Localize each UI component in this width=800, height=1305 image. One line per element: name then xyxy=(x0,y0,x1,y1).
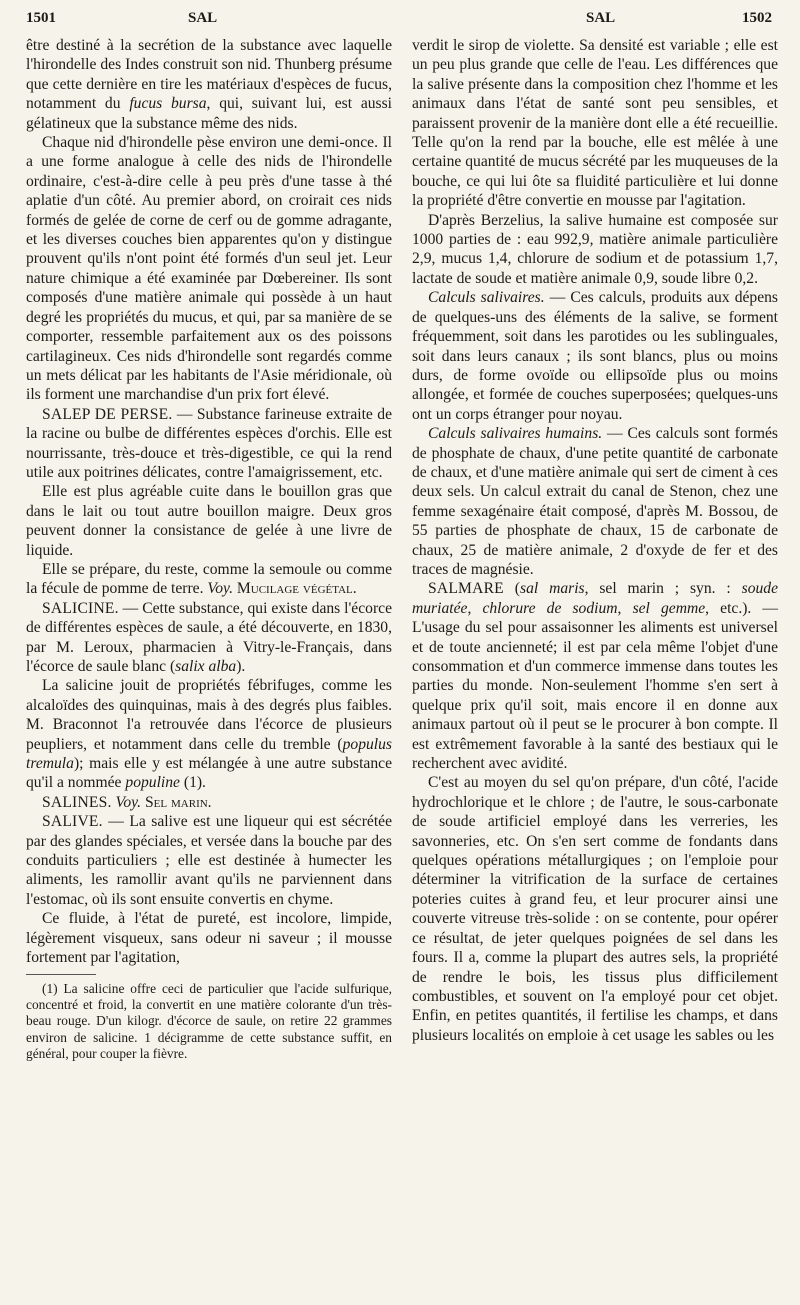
entry-salicine xyxy=(26,599,392,677)
entry-salep xyxy=(26,405,392,483)
text: être destiné à la secrétion de la substance avec laquelle l'hirondelle des Indes construit son nid. Thunberg présume que cette dernière en tire les matériaux d'espèces de fucus, notamment du xyxy=(26,37,392,113)
text: , xyxy=(617,599,622,617)
paragraph: Elle est plus agréable cuite dans le bouillon gras que dans le lait ou tout autre bouillon maigre. Deux gros peuvent donner la consistance de gelée à une livre de liquide. xyxy=(26,483,392,559)
entry-headword: SALEP DE PERSE. xyxy=(42,405,173,423)
text: ); mais elle y est mélangée à une autre substance qu'il a nommée xyxy=(26,755,392,792)
page-number-left: 1501 xyxy=(26,10,56,26)
text: , etc.). — L'usage du sel pour assaisonner les aliments est universel et de toute ancienneté; il est par cela même l'objet d'une consommation et d'un commerce immense dans toutes les parties du monde. Non-seulement l'homme s'en sert à quelque prix qu'il soit, mais encore il en donne aux animaux partout où il peut se le procurer à bon compte. Il est extrêmement favorable à la santé des bestiaux qui le recherchent avec avidité. xyxy=(412,599,779,773)
header-word-right: SAL xyxy=(586,10,616,26)
text: (1). xyxy=(183,774,206,792)
text: ( xyxy=(514,580,520,598)
text: , sel marin ; syn. : xyxy=(584,580,731,598)
paragraph xyxy=(26,560,392,599)
text: , qui, suivant lui, est aussi gélatineux que la substance même des nids. xyxy=(26,95,393,132)
running-header xyxy=(0,10,800,34)
paragraph: D'après Berzelius, la salive humaine est composée sur 1000 parties de : eau 992,9, matière animale particulière 2,9, mucus 1,4, chlorure de sodium et de potassium 1,7, lactate de soude et matière animale 0,9, soude libre 0,2. xyxy=(412,211,778,287)
footnote: (1) La salicine offre ceci de particulier que l'acide sulfurique, concentré et froid, la convertit en une matière colorante d'un très-beau rouge. D'un kilogr. d'écorce de saule, on retire 22 grammes environ de salicine. 1 décigramme de cette substance suffit, en général, pour couper la fièvre. xyxy=(26,980,392,1062)
right-column xyxy=(412,36,778,1045)
text: — Cette substance, qui existe dans l'écorce de différentes espèces de saule, a été découverte, en 1830, par M. Leroux, pharmacien à Vitry-le-Français, dans l'écorce de saule blanc ( xyxy=(26,599,392,675)
text: — Substance farineuse extraite de la racine ou bulbe de différentes espèces d'orchis. Elle est nourrissante, très-douce et très-digestible, ce qui la rend utile aux poitrines délicates, contre l'amaigrissement, etc. xyxy=(26,405,393,481)
text: Elle se prépare, du reste, comme la semoule ou comme la fécule de pomme de terre. xyxy=(26,560,392,598)
footnote-rule xyxy=(26,974,96,975)
text: ). xyxy=(236,658,246,675)
left-column xyxy=(26,36,392,1063)
paragraph: Ce fluide, à l'état de pureté, est incolore, limpide, légèrement visqueux, sans odeur ni saveur ; il mousse fortement par l'agitation, xyxy=(26,910,392,967)
italic-text: salix alba xyxy=(175,658,237,675)
paragraph: verdit le sirop de violette. Sa densité est variable ; elle est un peu plus grande que celle de l'eau. Les différences que la salive présente dans la composition chez l'homme et les animaux dans l'état de santé sont peu sensibles, et paraissent provenir de la manière dont elle a été recueillie. Telle qu'on la rend par la bouche, elle est mêlée à une certaine quantité de mucus sécrété par les muqueuses de la bouche, ce qui lui ôte sa fluidité particulière et lui donne la propriété d'être convertie en mousse par l'agitation. xyxy=(412,37,778,210)
italic-text: populus tremula xyxy=(26,735,392,773)
see-also-label: Voy. xyxy=(207,580,233,598)
cross-reference: Sel marin. xyxy=(145,793,212,811)
italic-text: populine xyxy=(125,774,180,792)
entry-salines xyxy=(26,793,392,812)
paragraph: Chaque nid d'hirondelle pèse environ une demi-once. Il a une forme analogue à celle des nids de l'hirondelle ordinaire, c'est-à-dire celle à peu près d'une tasse à thé aplatie d'un côté. Au premier abord, on croirait ces nids formés de gelée de corne de cerf ou de gomme adragante, et les diverses couches bien apparentes qu'on y distingue prouvent qu'ils n'ont point été formés d'un seul jet. Leur nature chimique a été examinée par Dœbereiner. Ils sont composés d'une matière animale qui possède à un haut degré les propriétés du mucus, et qui, par sa manière de se comporter, ressemble parfaitement aux os des poissons cartilagineux. Ces nids d'hirondelle sont regardés comme un mets délicat par les habitants de l'Asie méridionale, où ils forment une marchandise d'un prix fort élevé. xyxy=(26,134,392,404)
entry-salive xyxy=(26,812,392,909)
italic-text: chlorure de sodium xyxy=(482,599,618,617)
entry-headword: SALICINE. xyxy=(42,599,119,617)
see-also-label: Voy. xyxy=(115,793,142,811)
text: — Ces calculs, produits aux dépens de quelques-uns des éléments de la salive, se forment fréquemment, soit dans les parotides ou les sublinguales, soit dans leurs canaux ; ils sont blancs, plus ou moins durs, de forme ovoïde ou ellipsoïde plus ou moins allongée, et formée de couches superposées; quelques-uns ont un corps étranger pour noyau. xyxy=(412,289,778,423)
subentry-heading: Calculs salivaires. xyxy=(428,289,545,307)
entry-salmare xyxy=(412,579,778,773)
subentry-calculs-humains xyxy=(412,424,778,579)
page-number-right: 1502 xyxy=(742,10,772,26)
entry-headword: SALIVE. xyxy=(42,813,103,831)
text: La salicine jouit de propriétés fébrifuges, comme les alcaloïdes des quinquinas, mais à des degrés plus faibles. M. Braconnot l'a retrouvée dans l'écorce de plusieurs peupliers, et notamment dans celle du tremble ( xyxy=(26,677,392,753)
text: — Ces calculs sont formés de phosphate de chaux, d'une petite quantité de carbonate de chaux, et d'une matière animale qui sert de ciment à ces deux sels. Un calcul extrait du canal de Stenon, chez une femme sexagénaire était composé, d'après M. Bossou, de 55 parties de phosphate de chaux, 15 de carbonate de chaux, 25 de matière animale, 2 d'oxyde de fer et des traces de magnésie. xyxy=(412,425,778,578)
text: — La salive est une liqueur qui est sécrétée par des glandes spéciales, et versée dans la bouche par des conduits particuliers ; elle est destinée à humecter les aliments, les ramollir avant qu'ils ne parviennent dans l'estomac, où ils sont ensuite convertis en chyme. xyxy=(26,813,393,908)
entry-headword: SALINES. xyxy=(42,793,112,811)
paragraph xyxy=(26,676,392,792)
paragraph: C'est au moyen du sel qu'on prépare, d'un côté, l'acide hydrochlorique et le chlore ; de l'autre, le sous-carbonate de soude artificiel employé dans les verreries, les savonneries, etc. On s'en sert comme de fondants dans quelques opérations métallurgiques ; on l'emploie pour déterminer la vitrification de la surface de certaines poteries cuites à grand feu, et leur procurer ainsi une couverte vitreuse très-solide : on se contente, pour opérer ce résultat, de jeter quelques poignées de sel dans les fours. Il a, comme la plupart des autres sels, la propriété de rendre le bois, les tissus plus difficilement combustibles, et souvent on l'a employé pour cet objet. Enfin, en petites quantités, il fertilise les champs, et dans plusieurs localités on emploie à cet usage les sables ou les xyxy=(412,774,778,1044)
cross-reference: Mucilage végétal. xyxy=(236,580,357,598)
subentry-heading: Calculs salivaires humains. xyxy=(428,425,603,443)
entry-headword: SALMARE xyxy=(428,580,504,598)
header-word-left: SAL xyxy=(188,10,218,26)
italic-text: sel gemme xyxy=(632,599,706,617)
paragraph xyxy=(26,36,392,133)
italic-text: soude muriatée xyxy=(412,580,779,617)
italic-text: fucus bursa xyxy=(129,95,207,113)
italic-text: sal maris xyxy=(520,580,585,598)
text: , xyxy=(467,599,472,617)
subentry-calculs-salivaires xyxy=(412,288,778,424)
